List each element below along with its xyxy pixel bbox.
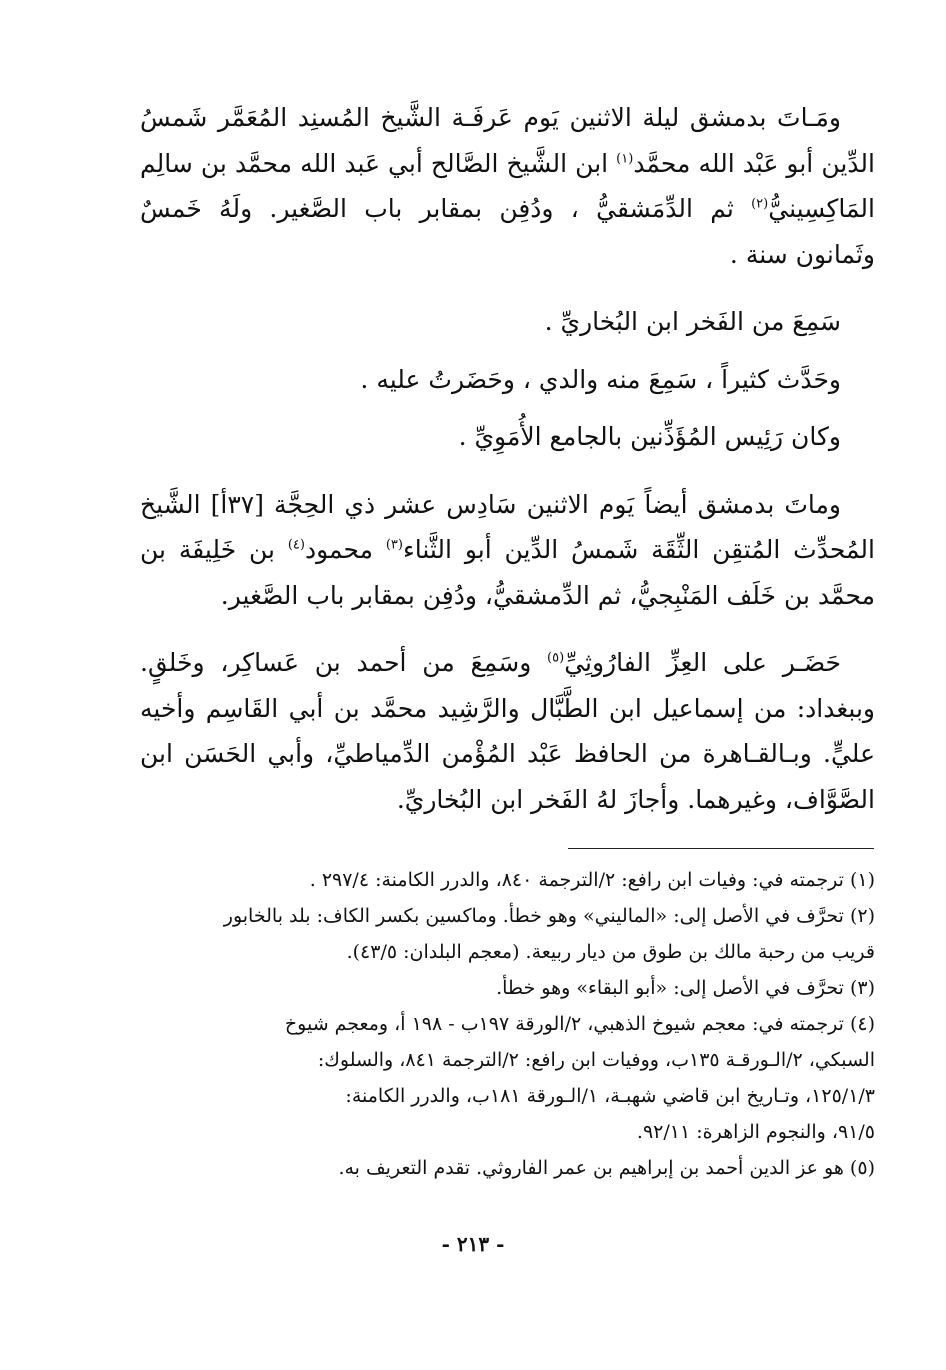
paragraph-heard: سَمِعَ من الفَخر ابن البُخاريِّ . xyxy=(544,307,841,336)
paragraph-muezzin: وكان رَئِيس المُؤَذِّنين بالجامع الأُمَوِيِّ . xyxy=(458,422,841,451)
footnote-4-line-3: ١٢٥/١/٣، وتـاريخ ابن قاضي شهبـة، ١/الـورقة ١٨١ب، والدرر الكامنة: xyxy=(345,1085,875,1107)
footnote-4-line-4: ٩١/٥، والنجوم الزاهرة: ٩٢/١١. xyxy=(636,1121,875,1143)
footnote-4-line-2: السبكي، ٢/الـورقـة ١٣٥ب، ووفيات ابن رافع: ٢/الترجمة ٨٤١، والسلوك: xyxy=(317,1049,875,1071)
paragraph-death-notice-1 xyxy=(140,95,875,277)
footnote-divider xyxy=(568,848,874,849)
text-run: محمود xyxy=(304,535,386,564)
footnote-ref-3[interactable]: (٣) xyxy=(385,537,403,553)
footnote-ref-4[interactable]: (٤) xyxy=(287,537,305,553)
footnote-ref-1[interactable]: (١) xyxy=(616,151,634,167)
footnote-1: (١) ترجمته في: وفيات ابن رافع: ٢/الترجمة ٨٤٠، والدرر الكامنة: ٢٩٧/٤ . xyxy=(309,869,875,891)
text-run: ابن الشَّيخ الصَّالح أبي عَبد الله محمَّد بن سالِم المَاكِسِينيُّ xyxy=(140,148,875,223)
paragraph-narrated: وحَدَّث كثيراً ، سَمِعَ منه والدي ، وحَضَرتُ عليه . xyxy=(360,364,841,394)
text-run: بن خَلِيفَة بن محمَّد بن خَلَف المَنْبِجيُّ، ثم الدِّمشقيُّ، ودُفِن بمقابر باب الصَّغير. xyxy=(140,535,875,610)
page-number: - ٢١٣ - xyxy=(441,1232,505,1256)
text-run: ومَـاتَ بدمشق ليلة الاثنين يَوم عَرفَـة الشَّيخ المُسنِد المُعَمَّر شَمسُ الدِّين أبو عَبْد الله محمَّد xyxy=(140,103,875,178)
footnotes xyxy=(140,862,875,1186)
paragraph-death-notice-2 xyxy=(140,482,875,619)
footnote-4: (٤) ترجمته في: معجم شيوخ الذهبي، ٢/الورقة ١٩٧ب - ١٩٨ أ، ومعجم شيوخ xyxy=(284,1013,875,1035)
text-run: حَضَـر على العِزِّ الفارُوثِيِّ xyxy=(564,648,841,677)
footnote-2: (٢) تحرَّف في الأصل إلى: «الماليني» وهو خطأ. وماكسين بكسر الكاف: بلد بالخابور xyxy=(223,905,875,927)
footnote-5: (٥) هو عز الدين أحمد بن إبراهيم بن عمر الفاروثي. تقدم التعريف به. xyxy=(338,1157,875,1179)
paragraph-teachers xyxy=(140,640,875,822)
footnote-ref-2[interactable]: (٢) xyxy=(751,196,769,212)
text-run: وسَمِعَ من أحمد بن عَساكِر، وخَلقٍ. وببغداد: من إسماعيل ابن الطَّبَّال والرَّشِيد محمَّد بن أبي القَاسِم وأخيه عليٍّ. وبـالقـاهرة من الحافظ عَبْد المُؤْمن الدِّمياطيِّ، وأبي الحَسَن ابن الصَّوَّاف، وغيرهما. وأجازَ لهُ الفَخر ابن البُخاريِّ. xyxy=(140,648,875,814)
text-run: ثم الدِّمَشقيُّ ، ودُفِن بمقابر باب الصَّغير. ولَهُ خَمسٌ وثَمانون سنة . xyxy=(140,194,875,269)
main-text xyxy=(140,95,875,822)
text-run: وماتَ بدمشق أيضاً يَوم الاثنين سَادِس عشر ذي الحِجَّة [٣٧أ] الشَّيخ المُحدِّث المُتقِن الثِّقَة شَمسُ الدِّين أبو الثَّناء xyxy=(140,489,875,564)
footnote-3: (٣) تحرَّف في الأصل إلى: «أبو البقاء» وهو خطأ. xyxy=(496,977,875,999)
footnote-ref-5[interactable]: (٥) xyxy=(547,650,565,666)
footnote-2-continued: قريب من رحبة مالك بن طوق من ديار ربيعة. (معجم البلدان: ٤٣/٥). xyxy=(346,941,875,963)
